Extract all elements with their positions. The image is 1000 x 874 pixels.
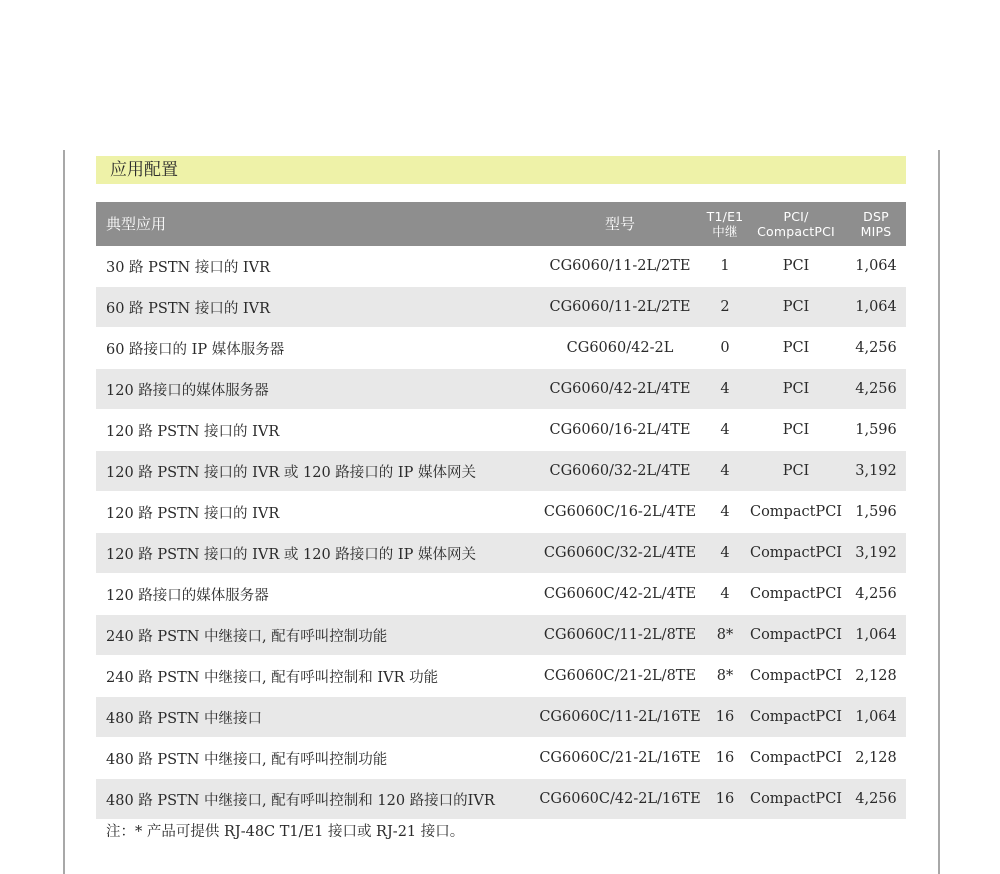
cell-model: CG6060C/42-2L/16TE xyxy=(536,779,704,820)
cell-application: 120 路接口的媒体服务器 xyxy=(96,369,536,410)
table-row xyxy=(96,533,906,574)
cell-dsp-mips: 4,256 xyxy=(846,574,906,615)
cell-model: CG6060C/21-2L/8TE xyxy=(536,656,704,697)
cell-dsp-mips: 4,256 xyxy=(846,369,906,410)
cell-bus-type: PCI xyxy=(746,287,846,328)
cell-trunk-count: 16 xyxy=(704,697,746,738)
cell-trunk-count: 4 xyxy=(704,369,746,410)
cell-dsp-mips: 4,256 xyxy=(846,328,906,369)
cell-dsp-mips: 2,128 xyxy=(846,656,906,697)
table-row xyxy=(96,656,906,697)
table-header-row xyxy=(96,202,906,246)
configuration-table xyxy=(96,202,906,819)
cell-application: 30 路 PSTN 接口的 IVR xyxy=(106,259,271,276)
cell-trunk-count: 4 xyxy=(704,492,746,533)
table-row xyxy=(96,287,906,328)
cell-bus-type: CompactPCI xyxy=(746,574,846,615)
cell-trunk-count: 16 xyxy=(704,738,746,779)
right-margin-rule xyxy=(938,150,940,874)
cell-application: 120 路 PSTN 接口的 IVR xyxy=(96,492,536,533)
cell-dsp-mips: 1,596 xyxy=(846,410,906,451)
cell-bus-type: CompactPCI xyxy=(746,533,846,574)
table-row xyxy=(96,451,906,492)
cell-dsp-mips: 1,064 xyxy=(846,615,906,656)
cell-model: CG6060/42-2L xyxy=(536,328,704,369)
header-trunk-line2: 中继 xyxy=(712,224,738,239)
footnote: 注：* 产品可提供 RJ-48C T1/E1 接口或 RJ-21 接口。 xyxy=(106,824,465,840)
cell-model: CG6060C/42-2L/4TE xyxy=(536,574,704,615)
cell-dsp-mips: 3,192 xyxy=(846,451,906,492)
left-margin-rule xyxy=(63,150,65,874)
cell-bus-type: CompactPCI xyxy=(746,492,846,533)
cell-dsp-mips: 1,064 xyxy=(846,287,906,328)
cell-application: 480 路 PSTN 中继接口 xyxy=(96,697,536,738)
cell-application: 480 路 PSTN 中继接口, 配有呼叫控制功能 xyxy=(96,738,536,779)
cell-model: CG6060C/32-2L/4TE xyxy=(536,533,704,574)
cell-application: 120 路接口的媒体服务器 xyxy=(96,574,536,615)
cell-model: CG6060C/11-2L/16TE xyxy=(536,697,704,738)
table-row xyxy=(96,328,906,369)
cell-model: CG6060/11-2L/2TE xyxy=(549,258,691,274)
table-row xyxy=(96,246,906,287)
cell-model: CG6060C/21-2L/16TE xyxy=(536,738,704,779)
cell-application: 120 路 PSTN 接口的 IVR 或 120 路接口的 IP 媒体网关 xyxy=(96,451,536,492)
table-row xyxy=(96,738,906,779)
cell-application: 120 路 PSTN 接口的 IVR 或 120 路接口的 IP 媒体网关 xyxy=(96,533,536,574)
section-title: 应用配置 xyxy=(96,156,906,184)
table-row xyxy=(96,492,906,533)
cell-model: CG6060/11-2L/2TE xyxy=(536,287,704,328)
table-row xyxy=(96,410,906,451)
cell-dsp-mips: 1,064 xyxy=(855,258,897,274)
cell-dsp-mips: 3,192 xyxy=(846,533,906,574)
header-dsp-line1: DSP xyxy=(863,209,889,224)
cell-trunk-count: 16 xyxy=(704,779,746,820)
cell-application: 60 路 PSTN 接口的 IVR xyxy=(96,287,536,328)
cell-trunk-count: 4 xyxy=(704,533,746,574)
cell-dsp-mips: 1,596 xyxy=(846,492,906,533)
cell-application: 480 路 PSTN 中继接口, 配有呼叫控制和 120 路接口的IVR xyxy=(96,779,536,820)
cell-model: CG6060/32-2L/4TE xyxy=(536,451,704,492)
cell-trunk-count: 8* xyxy=(704,615,746,656)
cell-application: 240 路 PSTN 中继接口, 配有呼叫控制功能 xyxy=(96,615,536,656)
cell-bus-type: PCI xyxy=(746,328,846,369)
table-row xyxy=(96,615,906,656)
cell-trunk-count: 0 xyxy=(704,328,746,369)
header-dsp xyxy=(846,202,906,246)
header-trunk-line1: T1/E1 xyxy=(706,209,744,224)
cell-bus-type: PCI xyxy=(746,410,846,451)
cell-bus-type: CompactPCI xyxy=(746,779,846,820)
cell-trunk-count: 1 xyxy=(720,258,730,274)
cell-trunk-count: 4 xyxy=(704,451,746,492)
cell-model: CG6060/16-2L/4TE xyxy=(536,410,704,451)
header-bus-line2: CompactPCI xyxy=(757,224,835,239)
cell-trunk-count: 4 xyxy=(704,574,746,615)
cell-application: 120 路 PSTN 接口的 IVR xyxy=(96,410,536,451)
cell-trunk-count: 2 xyxy=(704,287,746,328)
cell-model: CG6060C/11-2L/8TE xyxy=(536,615,704,656)
cell-bus-type: PCI xyxy=(782,258,810,274)
header-model: 型号 xyxy=(536,202,704,246)
table-row xyxy=(96,779,906,820)
header-bus xyxy=(746,202,846,246)
cell-bus-type: PCI xyxy=(746,369,846,410)
cell-dsp-mips: 1,064 xyxy=(846,697,906,738)
cell-dsp-mips: 2,128 xyxy=(846,738,906,779)
cell-trunk-count: 8* xyxy=(704,656,746,697)
header-trunk xyxy=(704,202,746,246)
header-application: 典型应用 xyxy=(96,202,536,246)
cell-model: CG6060/42-2L/4TE xyxy=(536,369,704,410)
cell-bus-type: CompactPCI xyxy=(746,697,846,738)
cell-bus-type: CompactPCI xyxy=(746,738,846,779)
header-bus-line1: PCI/ xyxy=(783,209,809,224)
cell-application: 240 路 PSTN 中继接口, 配有呼叫控制和 IVR 功能 xyxy=(96,656,536,697)
cell-dsp-mips: 4,256 xyxy=(846,779,906,820)
cell-bus-type: PCI xyxy=(746,451,846,492)
cell-trunk-count: 4 xyxy=(704,410,746,451)
cell-application: 60 路接口的 IP 媒体服务器 xyxy=(96,328,536,369)
cell-bus-type: CompactPCI xyxy=(746,656,846,697)
table-row xyxy=(96,697,906,738)
cell-model: CG6060C/16-2L/4TE xyxy=(536,492,704,533)
table-row xyxy=(96,574,906,615)
table-row xyxy=(96,369,906,410)
header-dsp-line2: MIPS xyxy=(860,224,892,239)
cell-bus-type: CompactPCI xyxy=(746,615,846,656)
table-body xyxy=(96,246,906,819)
